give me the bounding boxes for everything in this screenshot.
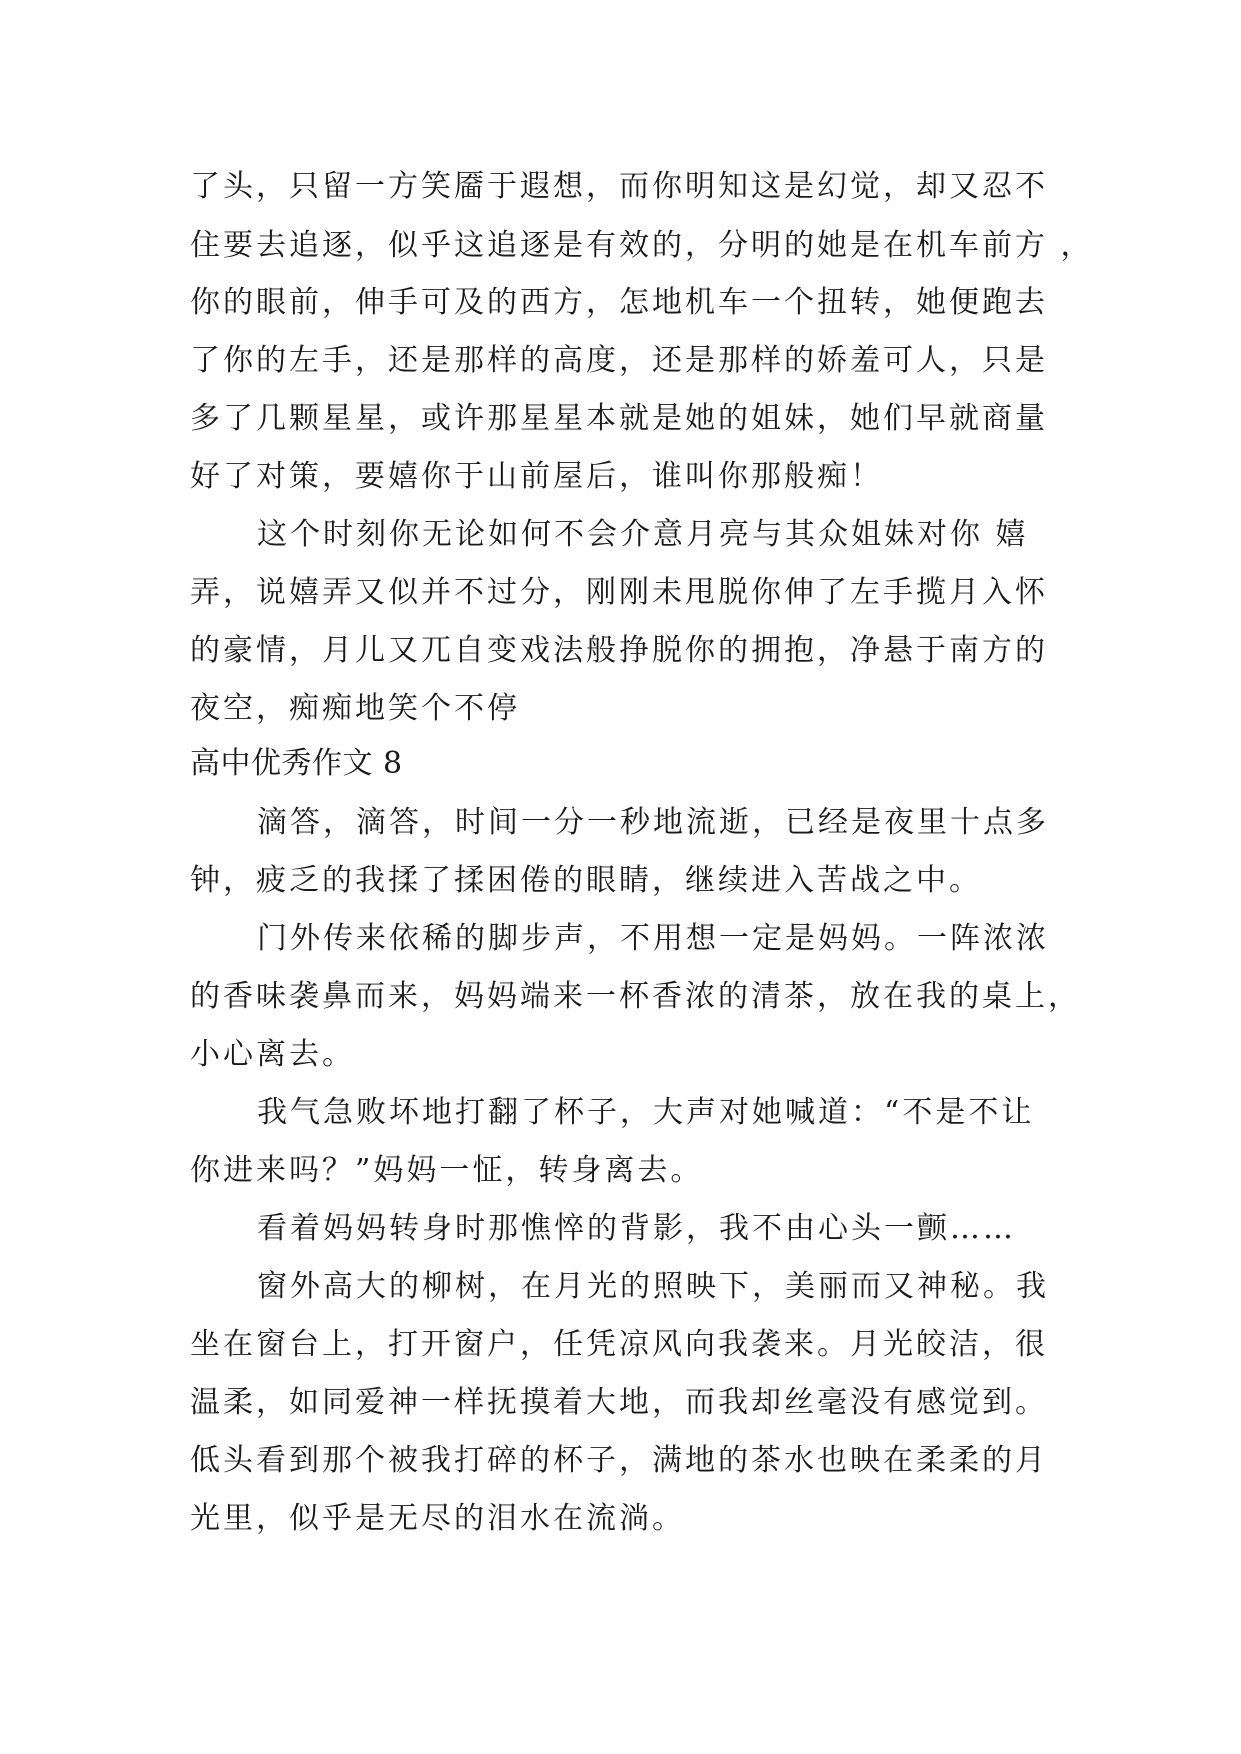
text-line: 的豪情，月儿又兀自变戏法般挣脱你的拥抱，净悬于南方的 xyxy=(190,633,1048,668)
text-line: 钟，疲乏的我揉了揉困倦的眼睛，继续进入苦战之中。 xyxy=(190,863,982,898)
text-line: 了头，只留一方笑靥于遐想，而你明知这是幻觉，却又忍不 xyxy=(190,169,1048,204)
paragraph-first-line: 这个时刻你无论如何不会介意月亮与其众姐妹对你 嬉 xyxy=(257,517,1029,552)
text-line: 你的眼前，伸手可及的西方，怎地机车一个扭转，她便跑去 xyxy=(190,285,1048,320)
text-line: 的香味袭鼻而来，妈妈端来一杯香浓的清茶，放在我的桌上， xyxy=(190,979,1081,1014)
text-line: 光里，似乎是无尽的泪水在流淌。 xyxy=(190,1501,685,1536)
text-line: 好了对策，要嬉你于山前屋后，谁叫你那般痴！ xyxy=(190,459,883,494)
section-heading: 高中优秀作文 8 xyxy=(190,746,403,781)
text-line: 多了几颗星星，或许那星星本就是她的姐妹，她们早就商量 xyxy=(190,401,1048,436)
paragraph-first-line: 我气急败坏地打翻了杯子，大声对她喊道：“不是不让 xyxy=(257,1095,1035,1130)
text-line: 夜空，痴痴地笑个不停 xyxy=(190,691,520,726)
text-line: 你进来吗？”妈妈一怔，转身离去。 xyxy=(190,1153,704,1188)
text-line: 弄，说嬉弄又似并不过分，刚刚未甩脱你伸了左手揽月入怀 xyxy=(190,575,1048,610)
paragraph-first-line: 门外传来依稀的脚步声，不用想一定是妈妈。一阵浓浓 xyxy=(257,921,1049,956)
paragraph-first-line: 看着妈妈转身时那憔悴的背影，我不由心头一颤…… xyxy=(257,1211,1016,1246)
text-line: 坐在窗台上，打开窗户，任凭凉风向我袭来。月光皎洁，很 xyxy=(190,1327,1048,1362)
text-line: 小心离去。 xyxy=(190,1037,355,1072)
paragraph-first-line: 滴答，滴答，时间一分一秒地流逝，已经是夜里十点多 xyxy=(257,805,1049,840)
text-line: 住要去追逐，似乎这追逐是有效的，分明的她是在机车前方 ， xyxy=(190,228,1094,263)
text-line: 了你的左手，还是那样的高度，还是那样的娇羞可人，只是 xyxy=(190,343,1048,378)
paragraph-first-line: 窗外高大的柳树，在月光的照映下，美丽而又神秘。我 xyxy=(257,1269,1049,1304)
text-line: 温柔，如同爱神一样抚摸着大地，而我却丝毫没有感觉到。 xyxy=(190,1385,1048,1420)
text-line: 低头看到那个被我打碎的杯子，满地的茶水也映在柔柔的月 xyxy=(190,1443,1048,1478)
